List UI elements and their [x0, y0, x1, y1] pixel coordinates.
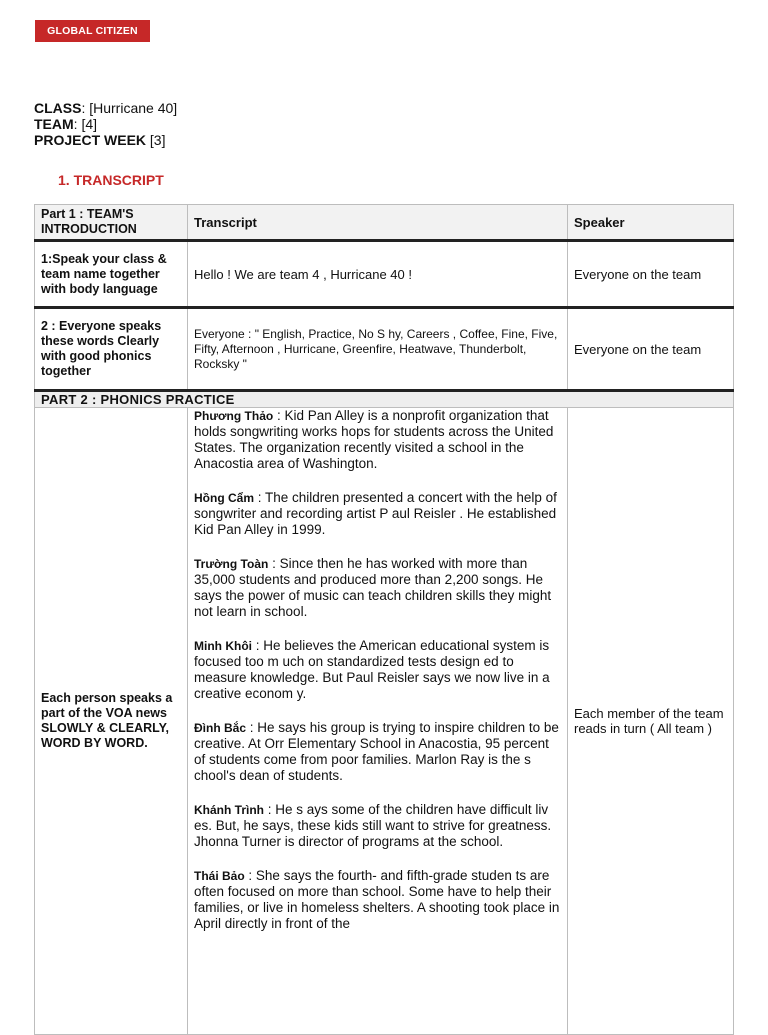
- paragraph-text: : Since then he has worked with more than 35,000 students and produced more than 2,200 songs. He says the power of music can teach children skills they might not learn in school.: [194, 556, 552, 619]
- paragraph-text: : The children presented a concert with the help of songwriter and recording artist P aul Reisler . He established Kid Pan Alley in 1999.: [194, 490, 557, 537]
- team-value: : [4]: [73, 116, 98, 132]
- speaker-cell: Everyone on the team: [568, 241, 734, 308]
- paragraph-list: [194, 408, 561, 932]
- speaker-name: Minh Khôi: [194, 639, 252, 653]
- speaker-name: Trường Toàn: [194, 557, 269, 571]
- team-line: [34, 116, 177, 132]
- header-speaker: Speaker: [568, 205, 734, 241]
- class-value: : [Hurricane 40]: [81, 100, 178, 116]
- transcript-paragraph: [194, 868, 561, 932]
- transcript-paragraph: [194, 556, 561, 620]
- transcript-paragraph: [194, 490, 561, 538]
- transcript-cell: [188, 408, 568, 1035]
- transcript-paragraph: [194, 408, 561, 472]
- header-transcript: Transcript: [188, 205, 568, 241]
- table-row: [35, 308, 734, 391]
- speaker-name: Khánh Trình: [194, 803, 264, 817]
- transcript-paragraph: [194, 638, 561, 702]
- transcript-paragraph: [194, 720, 561, 784]
- class-line: [34, 100, 177, 116]
- header-part1: Part 1 : TEAM'S INTRODUCTION: [35, 205, 188, 241]
- team-label: TEAM: [34, 116, 74, 132]
- speaker-name: Thái Bảo: [194, 869, 245, 883]
- class-label: CLASS: [34, 100, 82, 116]
- speaker-cell: Everyone on the team: [568, 308, 734, 391]
- speaker-name: Đình Bắc: [194, 721, 247, 735]
- speaker-name: Hồng Cẩm: [194, 491, 254, 505]
- paragraph-text: : Kid Pan Alley is a nonprofit organization that holds songwriting works hops for students across the United States. The organization recently visited a school in the Anacostia area of Washington.: [194, 408, 554, 471]
- week-label: PROJECT WEEK: [34, 132, 147, 148]
- transcript-paragraph: [194, 802, 561, 850]
- task-cell: 2 : Everyone speaks these words Clearly with good phonics together: [35, 308, 188, 391]
- transcript-table: [34, 204, 734, 1035]
- paragraph-text: : He s ays some of the children have difficult liv es. But, he says, these kids still want to strive for greatness. Jhonna Turner is director of programs at the school.: [194, 802, 552, 849]
- task-cell: Each person speaks a part of the VOA news SLOWLY & CLEARLY, WORD BY WORD.: [35, 408, 188, 1035]
- table-row: [35, 241, 734, 308]
- part2-header-row: [35, 391, 734, 408]
- table-header-row: [35, 205, 734, 241]
- paragraph-text: : He says his group is trying to inspire children to be creative. At Orr Elementary School in Anacostia, 95 percent of students come from poor families. Marlon Ray is the s chool's dean of students.: [194, 720, 559, 783]
- transcript-cell: Hello ! We are team 4 , Hurricane 40 !: [188, 241, 568, 308]
- table-row: [35, 408, 734, 1035]
- global-citizen-badge: GLOBAL CITIZEN: [35, 20, 150, 42]
- week-line: [34, 132, 177, 148]
- paragraph-text: : She says the fourth- and fifth-grade studen ts are often focused on more than school. Some have to help their families, or live in homeless shelters. A shooting took place in April directly in front of the: [194, 868, 560, 931]
- paragraph-text: : He believes the American educational system is focused too m uch on standardized tests design ed to measure knowledge. But Paul Reisler says we now live in a creative econom y.: [194, 638, 550, 701]
- part2-header: PART 2 : PHONICS PRACTICE: [35, 391, 734, 408]
- project-meta: [34, 100, 177, 148]
- speaker-cell: Each member of the team reads in turn ( All team ): [568, 408, 734, 1035]
- task-cell: 1:Speak your class & team name together with body language: [35, 241, 188, 308]
- week-value: [3]: [146, 132, 166, 148]
- transcript-cell: Everyone : " English, Practice, No S hy, Careers , Coffee, Fine, Five, Fifty, Afternoon , Hurricane, Greenfire, Heatwave, Thunderbolt, Rocksky ": [188, 308, 568, 391]
- speaker-name: Phương Thảo: [194, 409, 274, 423]
- section-heading: 1. TRANSCRIPT: [58, 172, 164, 188]
